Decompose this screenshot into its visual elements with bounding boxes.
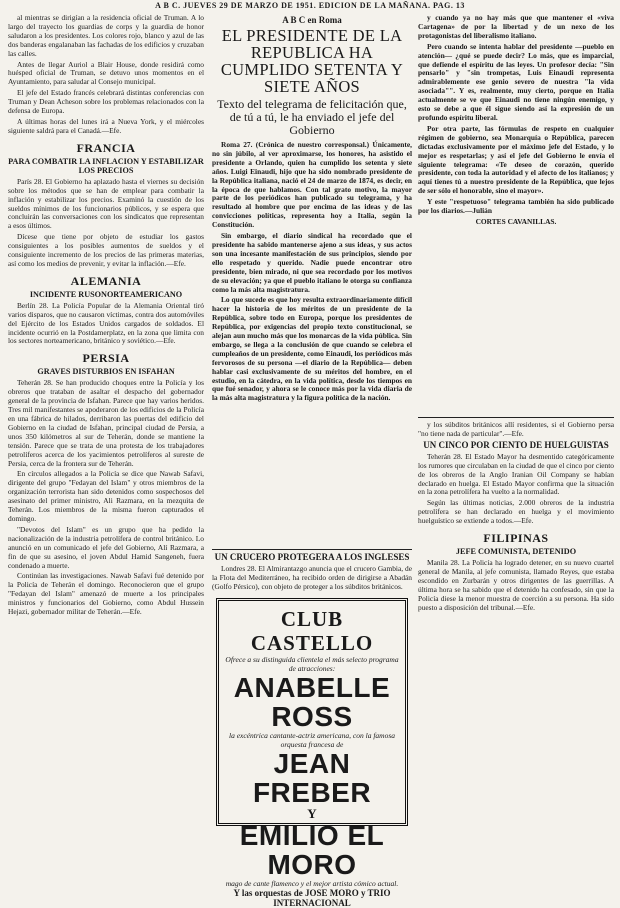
article-paragraph: Continúan las investigaciones. Nawab Safavi fué detenido por la Policía de Teherán el domingo. Reconocieron que el grupo "Fedayan del Islam" amenazó de muerte a los principales ministros y funcionarios del Gobierno, como Abdul Hussein Hejazi, gobernador militar de Teherán.—Efe. <box>8 571 204 617</box>
ad-act-3-desc: mago de cante flamenco y el mejor artista cómico actual. <box>225 878 399 888</box>
article-paragraph: Sin embargo, el diario sindical ha recordado que el presidente ha sabido mantenerse ajeno a sus ideas, y sus actos son una incesante manifestación de sus principios, siendo por ello respetado y querido. Nadie puede encontrar otro presidente, bien mirado, ni que sea recordado por los motivos de su elevación; ya que el pueblo italiano le otorga su confianza como la más alta magistratura. <box>212 231 412 294</box>
column-left <box>8 14 204 882</box>
ad-act-2: JEAN FREBER <box>252 747 372 808</box>
ad-orchestras: Y las orquestas de JOSE MORO y TRIO INTERNACIONAL <box>233 887 391 908</box>
article-paragraph: Lo que sucede es que hoy resulta extraordinariamente difícil hacer la historia de los méritos de un presidente de la República, sobre todo en Europa, porque los presidentes de República, por exigencias del propio texto constitucional, se alejan aun mucho más que los monarcas de la vida pública. Sin embargo, se llega a la conclusión de que cuando se celebra el cumpleaños de un presidente, como Einaudi, los periódicos más fervorosos de su persona —el diario de la República— deben hablar casi exclusivamente de su méritos del hombre, en el estudio, en la cátedra, en la vida política, desde los tiempos en que fué senador, y ahora se le conoce más por la vida diaria de la más alta magistratura y la figura política de la nación. <box>212 295 412 403</box>
page-header: A B C. JUEVES 29 DE MARZO DE 1951. EDICION DE LA MAÑANA. PAG. 13 <box>155 1 465 10</box>
article-subheading: JEFE COMUNISTA, DETENIDO <box>455 547 577 557</box>
article-paragraph: Roma 27. (Crónica de nuestro corresponsal.) Únicamente, no sin júbilo, al ver aproximarse, los honores, ha asistido el presidente a Orlando, quien ha cumplido los setenta y siete años. Luigi Einaudi, hijo que ha sido nombrado presidente de la República italiana, nació el 24 de marzo de 1874, es decir, en la época de que hablamos. Con tal grato motivo, la mayor parte de los periódicos han publicado su telegrama, y ha resultado al hombre que por encima de las ideas y de las convicciones políticas, representa hoy a Italia, según la Constitución. <box>212 140 412 230</box>
article-paragraph: Y este "respetuoso" telegrama también ha sido publicado por los diarios.—Julián <box>418 197 614 216</box>
article-paragraph: Dícese que tiene por objeto de estudiar los gastos consiguientes a los posibles aumentos de sueldos y el consiguiente incremento de los precios de las primeras materias, así como los medios de prevenir, y evitar la inflación.—Efe. <box>8 232 204 268</box>
article-paragraph: París 28. El Gobierno ha aplazado hasta el viernes su decisión sobre los métodos que se han de emplear para combatir la inflación y estabilizar los precios. Examinó la cuestión de los sueldos mínimos de los funcionarios públicos, y se espera que concluirán las conversaciones con los sindicatos que representan a esos últimos. <box>8 176 204 231</box>
main-article-left <box>212 141 412 546</box>
ad-intro: Ofrece a su distinguida clientela el más selecto programa de atracciones: <box>225 654 399 673</box>
article-paragraph: y cuando ya no hay más que que mantener el «viva Cartagena» de por la libertad y de un nexo de los protagonistas del liberalismo italiano. <box>418 13 614 40</box>
article-paragraph: Berlín 28. La Policía Popular de la Alemania Oriental tiró varios disparos, que no causaron víctimas, contra dos automóviles del Ejército de los Estados Unidos cargados de soldados. El incidente ocurrió en la Postdamerplatz, en la zona que limita con los sectores norteamericano, británico y soviético.—Efe. <box>8 300 204 346</box>
column-right <box>418 14 614 882</box>
byline: CORTES CAVANILLAS. <box>475 216 557 226</box>
divider <box>418 417 614 418</box>
kicker: A B C en Roma <box>282 15 342 25</box>
article-heading-huelga: UN CINCO POR CIENTO DE HUELGUISTAS <box>423 439 609 450</box>
main-headline: EL PRESIDENTE DE LA REPUBLICA HA CUMPLIDO SETENTA Y SIETE AÑOS <box>220 26 404 96</box>
article-paragraph: Teherán 28. El Estado Mayor ha desmentido categóricamente los rumores que circulaban en la ciudad de que el cinco por ciento de los obreros de la Anglo Iranian Oil Company se habían declarado en huelga. El Estado Mayor confirma que la situación en la zona petrolífera ha vuelto a la normalidad. <box>418 451 614 497</box>
ad-venue: CLUB CASTELLO <box>250 606 374 655</box>
main-article <box>212 141 412 546</box>
article-paragraph: y los súbditos británicos allí residentes, si el Gobierno persa "no tiene nada de particular".—Efe. <box>418 420 614 438</box>
article-subheading: PARA COMBATIR LA INFLACION Y ESTABILIZAR LOS PRECIOS <box>8 156 204 175</box>
article-paragraph: Por otra parte, las fórmulas de respeto en cualquier régimen de gobierno, sea Monarquía o República, parecen dictadas exclusivamente por el máximo jefe del Estado, y lo mejor es respetarlas; y así el jefe del Gobierno le envía el siguiente telegrama: «Te deseo de corazón, querido presidente, con toda la autoridad y el afecto de los italianos; y aquí tienes tú a nuestro presidente de la República, que lejos de ser sólo el honorable, sino el mayor». <box>418 123 614 196</box>
article-paragraph: al mientras se dirigían a la residencia oficial de Truman. A lo largo del trayecto los guardias de corps y la guardia de honor saludaron a los presidentes. Los colores rojo, blanco y azul de las dos banderas engalanaban las fachadas de los edificios y cruzaban las calles. <box>8 13 204 58</box>
article-paragraph: Teherán 28. Se han producido choques entre la Policía y los obreros que trataban de asaltar el despacho del gobernador general de la provincia de Isfahan. Parece que hay varios heridos. Tres mil manifestantes se apoderaron de los edificios de la Policía en una fábrica de hilados, derribaron las puertas del edificio del Gobierno en la ciudad de Isfahan, principal ciudad de Persia, a unos 350 kilómetros al sur de Teherán, donde se mantiene la tensión. Parece que se trata de una protesta de los trabajadores petrolíferos acerca de los yacimientos petrolíferos al sureste de Persia, cerca de la frontera sur de Teherán. <box>8 378 204 468</box>
telegram-continuation <box>418 14 614 414</box>
article-paragraph: El jefe del Estado francés celebrará distintas conferencias con Truman y Dean Acheson sobre los problemas relacionados con la defensa de Europa. <box>8 88 204 116</box>
divider <box>212 549 412 550</box>
column-center <box>212 14 412 908</box>
headline-deck: Texto del telegrama de felicitación que, de tú a tú, le ha enviado el jefe del Gobierno <box>217 97 407 137</box>
article-subheading: INCIDENTE RUSONORTEAMERICANO <box>29 289 183 299</box>
article-subheading: GRAVES DISTURBIOS EN ISFAHAN <box>37 367 175 377</box>
article-paragraph: Manila 28. La Policía ha logrado detener, en su nuevo cuartel general de Manila, al jefe comunista, llamado Reyes, que estaba escondido en Zurbarán y otros dirigentes de las guerrillas. A última hora se ha sabido que el detenido ha confesado, sin que la Policía diese la menor muestra de coerción a su persona. Ha sido puesto a disposición del tribunal.—Efe. <box>418 558 614 612</box>
article-paragraph: Pero cuando se intenta hablar del presidente —pueblo en atención— ¿qué se puede decir? Lo más, que es imparcial, que defiende el espíritu de las leyes. Un profesor decía: "Sin pensarlo" y "sin trompetas, Luis Einaudi representa admirablemente ese genio severo de nuestra "la vida asociada"". Y es, realmente, muy cierto, porque en Italia actualmente se ve que Einaudi no tiene ningún enemigo, y esto se debe a que él sigue siendo así la expresión de un profundo espíritu liberal. <box>418 41 614 122</box>
article-paragraph: Londres 28. El Almirantazgo anuncia que el crucero Gambia, de la Flota del Mediterráneo, ha recibido orden de dirigirse a Abadán (Golfo Pérsico), con objeto de proteger a los súbditos británicos. <box>212 564 412 591</box>
ad-act-3: EMILIO EL MORO <box>239 819 385 880</box>
article-paragraph: Según las últimas noticias, 2.000 obreros de la industria petrolífera se han declarado en huelga y el movimiento huelguístico se extiende a todos.—Efe. <box>418 498 614 526</box>
ad-conjunction: Y <box>307 805 317 821</box>
advertisement-club-castello <box>216 598 408 908</box>
ad-act-1: ANABELLE ROSS <box>233 671 391 732</box>
article-paragraph: Antes de llegar Auriol a Blair House, donde residirá como huésped oficial de Truman, se detuvo unos momentos en el Ayuntamiento, para saludar al Consejo municipal. <box>8 59 204 87</box>
article-paragraph: En círculos allegados a la Policía se dice que Nawab Safavi, dirigente del grupo "Fedayan del Islam" y otros miembros de la organización terrorista han sido detenidos como sospechosos del asesinato del primer ministro, Ali Razmara, en la mezquita de Teherán. Los miembros de la misma fueron capturados el domingo. <box>8 469 204 523</box>
article-paragraph: "Devotos del Islam" es un grupo que ha pedido la nacionalización de la industria petrolífera de control británico. Lo anunció en un comunicado el jefe del Gobierno, Alí Razmara, a fin de que su asesino, el joven Abdul Hamid Sangeneh, fuera condenado a muerte. <box>8 524 204 570</box>
section-heading-filipinas: FILIPINAS <box>483 531 549 546</box>
article-heading-crucero: UN CRUCERO PROTEGERA A LOS INGLESES <box>214 552 410 562</box>
ad-act-1-desc: la excéntrica cantante-actriz americana, con la famosa orquesta francesa de <box>228 730 395 749</box>
section-heading-persia: PERSIA <box>82 351 130 366</box>
article-paragraph: A últimas horas del lunes irá a Nueva York, y el miércoles siguiente saldrá para el Canadá.—Efe. <box>8 116 204 135</box>
section-heading-alemania: ALEMANIA <box>70 273 142 288</box>
section-heading-francia: FRANCIA <box>76 140 136 155</box>
